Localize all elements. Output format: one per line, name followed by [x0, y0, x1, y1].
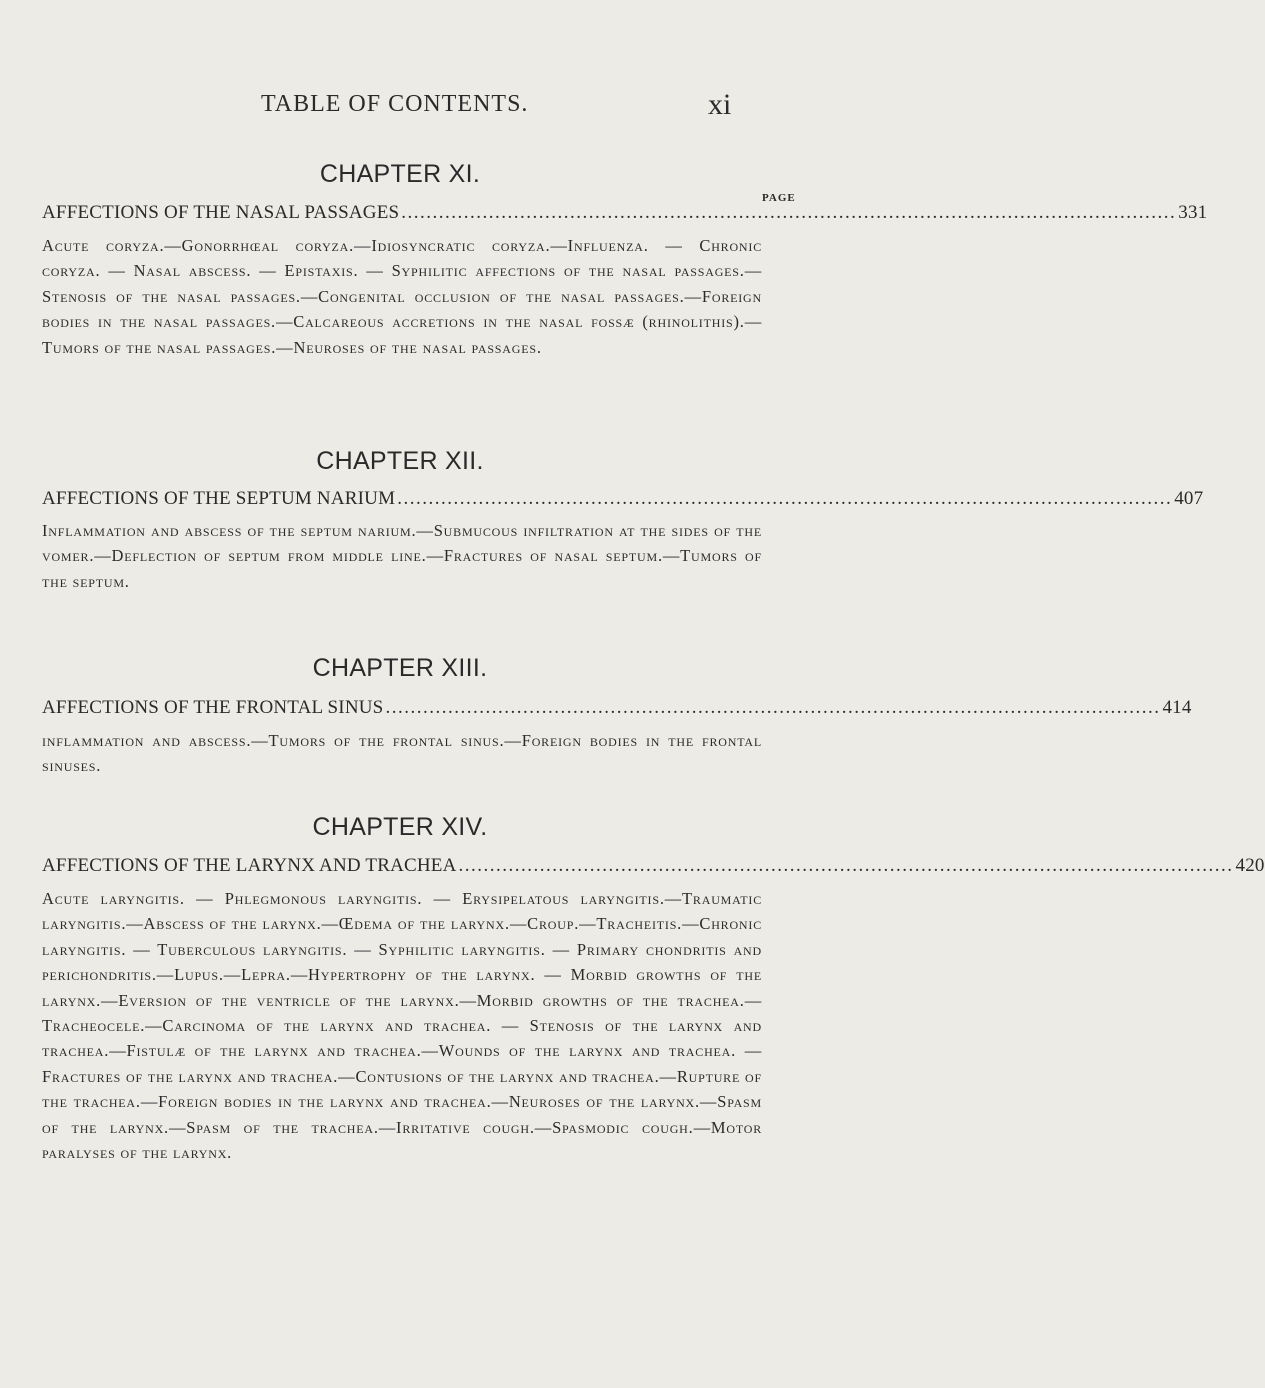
- chapter-title: CHAPTER XIII.: [312, 654, 488, 682]
- toc-entry[interactable]: [42, 488, 1204, 514]
- toc-entry-page: 331: [1178, 202, 1208, 223]
- leader-dots: ............................................................................................................................: [458, 855, 1234, 876]
- toc-entry-page: 407: [1174, 488, 1204, 509]
- running-head-page-number: xi: [708, 88, 732, 121]
- toc-entry[interactable]: [42, 202, 1208, 228]
- running-head-title: TABLE OF CONTENTS.: [261, 91, 529, 117]
- toc-entry-heading: AFFECTIONS OF THE NASAL PASSAGES: [42, 202, 400, 223]
- chapter-title: CHAPTER XI.: [319, 160, 481, 188]
- toc-entry-heading: AFFECTIONS OF THE FRONTAL SINUS: [42, 697, 384, 718]
- chapter-title: CHAPTER XIV.: [312, 813, 488, 841]
- leader-dots: ............................................................................................................................: [397, 488, 1173, 509]
- running-head: [0, 88, 800, 121]
- chapter-title: CHAPTER XII.: [316, 447, 484, 475]
- leader-dots: ............................................................................................................................: [401, 202, 1177, 223]
- toc-entry[interactable]: [42, 855, 1265, 881]
- leader-dots: ............................................................................................................................: [385, 697, 1161, 718]
- page-column-label: PAGE: [762, 192, 796, 204]
- toc-entry-page: 420: [1235, 855, 1265, 876]
- chapter-contents: Acute laryngitis. — Phlegmonous laryngitis. — Erysipelatous laryngitis.—Traumatic laryngitis.—Abscess of the larynx.—Œdema of the larynx.—Croup.—Tracheitis.—Chronic laryngitis. — Tuberculous laryngitis. — Syphilitic laryngitis. — Primary chondritis and perichondritis.—Lupus.—Lepra.—Hypertrophy of the larynx. — Morbid growths of the larynx.—Eversion of the ventricle of the larynx.—Morbid growths of the trachea.—Tracheocele.—Carcinoma of the larynx and trachea. — Stenosis of the larynx and trachea.—Fistulæ of the larynx and trachea.—Wounds of the larynx and trachea. — Fractures of the larynx and trachea.—Contusions of the larynx and trachea.—Rupture of the trachea.—Foreign bodies in the larynx and trachea.—Neuroses of the larynx.—Spasm of the larynx.—Spasm of the trachea.—Irritative cough.—Spasmodic cough.—Motor paralyses of the larynx.: [42, 889, 762, 1163]
- toc-entry-heading: AFFECTIONS OF THE SEPTUM NARIUM: [42, 488, 396, 509]
- toc-entry-page: 414: [1162, 697, 1192, 718]
- toc-entry[interactable]: [42, 697, 1192, 723]
- chapter-contents: Inflammation and abscess of the septum narium.—Submucous infiltration at the sides of the vomer.—Deflection of septum from middle line.—Fractures of nasal septum.—Tumors of the septum.: [42, 521, 762, 591]
- toc-entry-heading: AFFECTIONS OF THE LARYNX AND TRACHEA: [42, 855, 457, 876]
- chapter-contents: inflammation and abscess.—Tumors of the frontal sinus.—Foreign bodies in the frontal sinuses.: [42, 731, 762, 776]
- chapter-contents: Acute coryza.—Gonorrhœal coryza.—Idiosyncratic coryza.—Influenza. — Chronic coryza. — Nasal abscess. — Epistaxis. — Syphilitic affections of the nasal passages.—Stenosis of the nasal passages.—Congenital occlusion of the nasal passages.—Foreign bodies in the nasal passages.—Calcareous accretions in the nasal fossæ (rhinolithis).—Tumors of the nasal passages.—Neuroses of the nasal passages.: [42, 236, 762, 357]
